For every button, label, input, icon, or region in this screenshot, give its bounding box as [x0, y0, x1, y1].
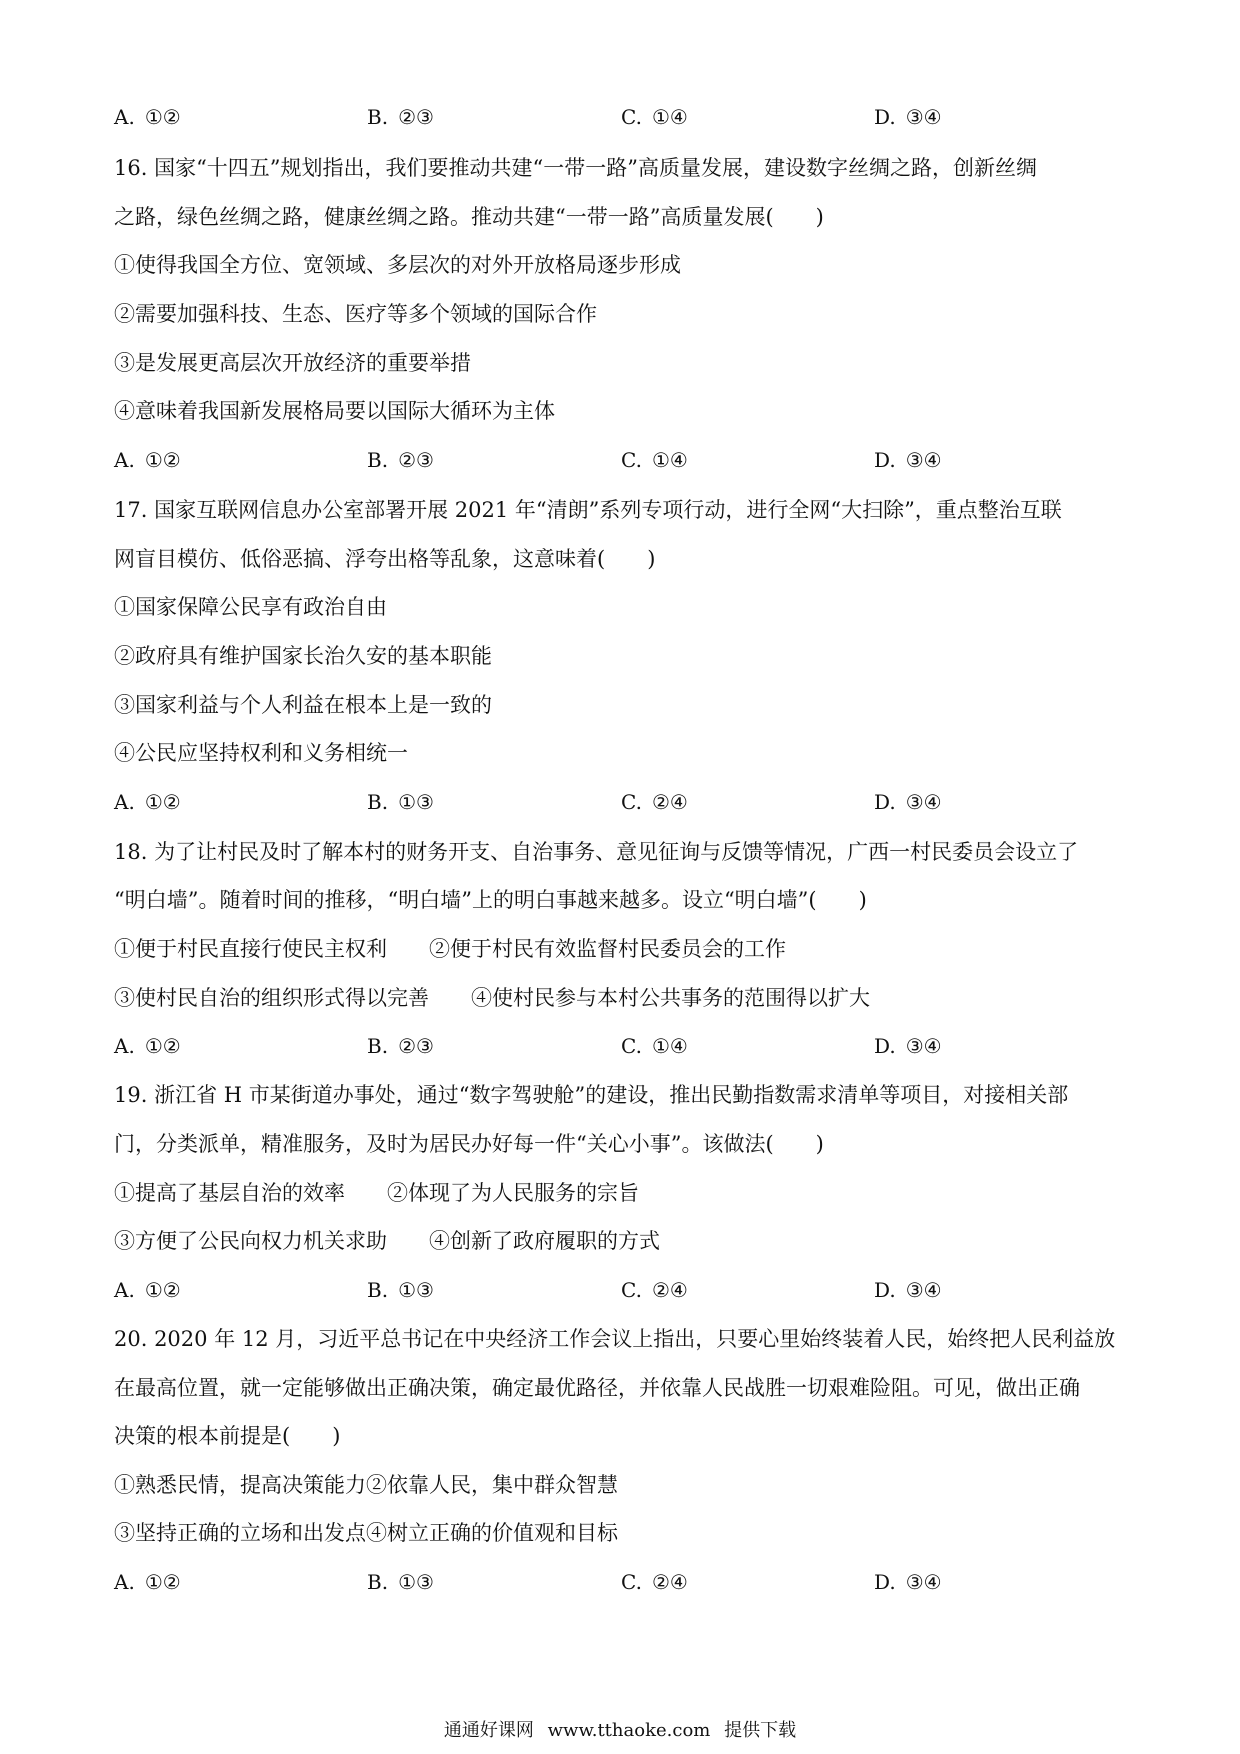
- q19-stem-line-2: 门，分类派单，精准服务，及时为居民办好每一件“关心小事”。该做法( ): [114, 1132, 824, 1156]
- page-footer: [0, 1718, 1240, 1744]
- q20-option-c: C. ②④: [621, 1570, 688, 1594]
- q16-stem-line-1: 16. 国家“十四五”规划指出，我们要推动共建“一带一路”高质量发展，建设数字丝绸之路，创新丝绸: [114, 156, 1038, 180]
- q18-statements-row-2: ③使村民自治的组织形式得以完善 ④使村民参与本村公共事务的范围得以扩大: [114, 986, 870, 1010]
- q17-statement-4: ④公民应坚持权利和义务相统一: [114, 741, 408, 765]
- q16-stem-line-2: 之路，绿色丝绸之路，健康丝绸之路。推动共建“一带一路”高质量发展( ): [114, 205, 824, 229]
- q16-options: [114, 445, 1134, 475]
- q18-statements-row-1: ①便于村民直接行使民主权利 ②便于村民有效监督村民委员会的工作: [114, 937, 786, 961]
- q18-option-c: C. ①④: [621, 1034, 688, 1058]
- q16-statement-4: ④意味着我国新发展格局要以国际大循环为主体: [114, 399, 555, 423]
- q20-stem-line-3: 决策的根本前提是( ): [114, 1424, 341, 1448]
- q17-statement-1: ①国家保障公民享有政治自由: [114, 595, 387, 619]
- q15-option-c: C. ①④: [621, 105, 688, 129]
- q19-option-c: C. ②④: [621, 1278, 688, 1302]
- q17-stem-line-2: 网盲目模仿、低俗恶搞、浮夸出格等乱象，这意味着( ): [114, 547, 656, 571]
- q17-option-b: B. ①③: [367, 790, 434, 814]
- q19-statements-row-2: ③方便了公民向权力机关求助 ④创新了政府履职的方式: [114, 1229, 660, 1253]
- q17-stem-line-1: 17. 国家互联网信息办公室部署开展 2021 年“清朗”系列专项行动，进行全网“大扫除”，重点整治互联: [114, 498, 1062, 522]
- q15-options: [114, 102, 1134, 132]
- q17-option-d: D. ③④: [874, 790, 942, 814]
- q17-statement-3: ③国家利益与个人利益在根本上是一致的: [114, 693, 492, 717]
- q18-stem-line-2: “明白墙”。随着时间的推移，“明白墙”上的明白事越来越多。设立“明白墙”( ): [114, 888, 867, 912]
- q20-option-d: D. ③④: [874, 1570, 942, 1594]
- q19-option-b: B. ①③: [367, 1278, 434, 1302]
- q18-option-b: B. ②③: [367, 1034, 434, 1058]
- q16-option-b: B. ②③: [367, 448, 434, 472]
- q20-option-b: B. ①③: [367, 1570, 434, 1594]
- q18-options: [114, 1031, 1134, 1061]
- footer-url-link[interactable]: www.tthaoke.com: [547, 1720, 711, 1741]
- q20-stem-line-2: 在最高位置，就一定能够做出正确决策，确定最优路径，并依靠人民战胜一切艰难险阻。可见，做出正确: [114, 1376, 1080, 1400]
- q20-stem-line-1: 20. 2020 年 12 月，习近平总书记在中央经济工作会议上指出，只要心里始终装着人民，始终把人民利益放: [114, 1327, 1116, 1351]
- q18-option-a: A. ①②: [114, 1034, 181, 1058]
- q16-statement-1: ①使得我国全方位、宽领域、多层次的对外开放格局逐步形成: [114, 253, 681, 277]
- q17-option-a: A. ①②: [114, 790, 181, 814]
- q19-options: [114, 1275, 1134, 1305]
- q17-statement-2: ②政府具有维护国家长治久安的基本职能: [114, 644, 492, 668]
- q19-option-a: A. ①②: [114, 1278, 181, 1302]
- q16-statement-3: ③是发展更高层次开放经济的重要举措: [114, 351, 471, 375]
- q20-statements-row-2: ③坚持正确的立场和出发点④树立正确的价值观和目标: [114, 1521, 618, 1545]
- q19-option-d: D. ③④: [874, 1278, 942, 1302]
- q15-option-a: A. ①②: [114, 105, 181, 129]
- q19-stem-line-1: 19. 浙江省 H 市某街道办事处，通过“数字驾驶舱”的建设，推出民勤指数需求清单等项目，对接相关部: [114, 1083, 1069, 1107]
- q16-option-a: A. ①②: [114, 448, 181, 472]
- q20-options: [114, 1567, 1134, 1597]
- q17-options: [114, 787, 1134, 817]
- footer-site-name: 通通好课网: [443, 1720, 534, 1741]
- q18-stem-line-1: 18. 为了让村民及时了解本村的财务开支、自治事务、意见征询与反馈等情况，广西一村民委员会设立了: [114, 840, 1079, 864]
- q16-option-c: C. ①④: [621, 448, 688, 472]
- q16-option-d: D. ③④: [874, 448, 942, 472]
- footer-note: 提供下载: [724, 1720, 797, 1741]
- q17-option-c: C. ②④: [621, 790, 688, 814]
- q20-option-a: A. ①②: [114, 1570, 181, 1594]
- q15-option-b: B. ②③: [367, 105, 434, 129]
- q16-statement-2: ②需要加强科技、生态、医疗等多个领域的国际合作: [114, 302, 597, 326]
- q15-option-d: D. ③④: [874, 105, 942, 129]
- q19-statements-row-1: ①提高了基层自治的效率 ②体现了为人民服务的宗旨: [114, 1181, 639, 1205]
- q20-statements-row-1: ①熟悉民情，提高决策能力②依靠人民，集中群众智慧: [114, 1473, 618, 1497]
- q18-option-d: D. ③④: [874, 1034, 942, 1058]
